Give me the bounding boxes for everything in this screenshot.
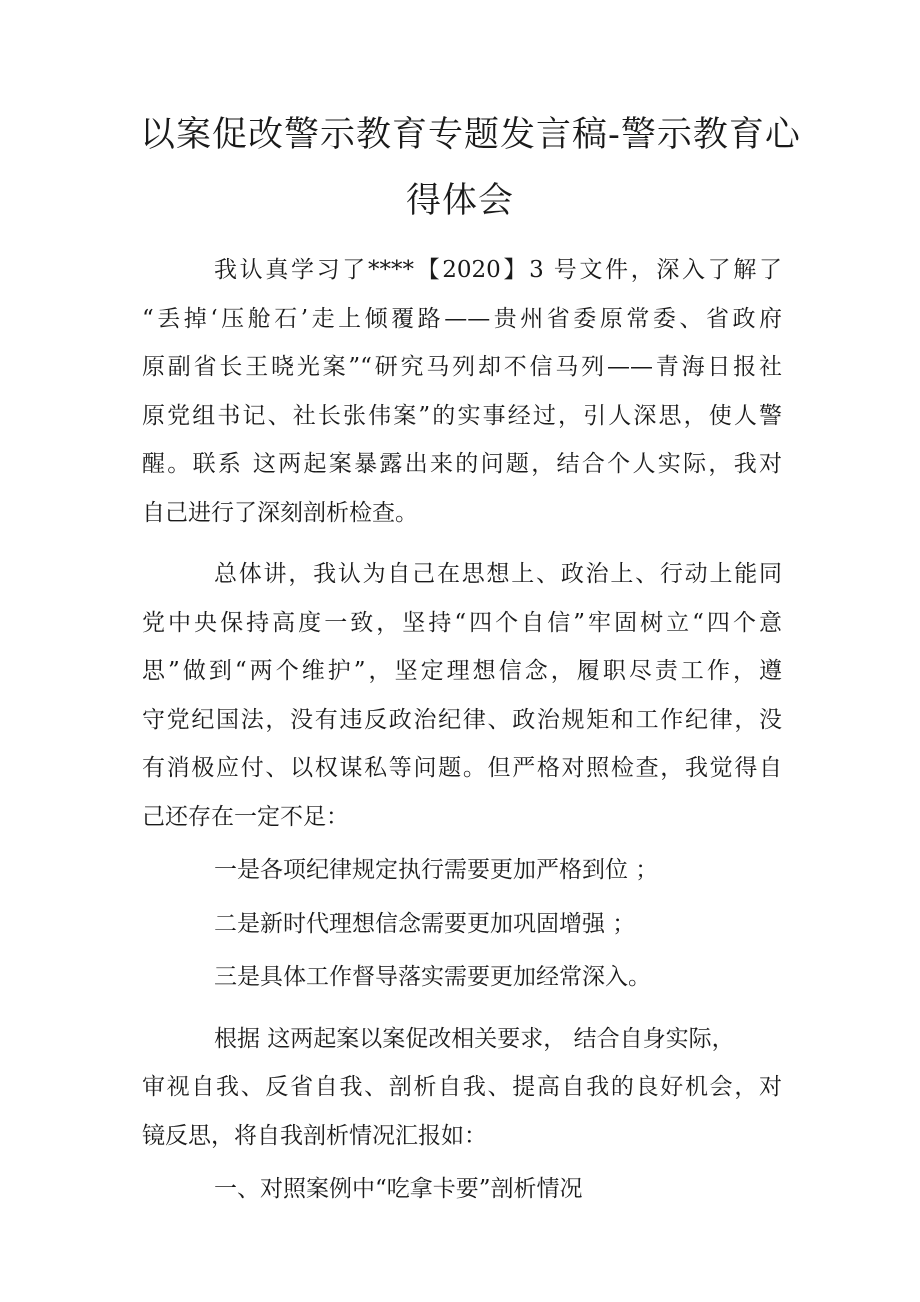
paragraph-line: 思”做到“两个维护”，坚定理想信念，履职尽责工作，遵 [142, 658, 782, 684]
paragraph-line: 有消极应付、以权谋私等问题。但严格对照检查，我觉得自 [142, 755, 782, 781]
shortcoming-item-3: 三是具体工作督导落实需要更加经常深入。 [214, 964, 651, 990]
paragraph-study-documents [142, 246, 782, 537]
paragraph-line: 党中央保持高度一致，坚持“四个自信”牢固树立“四个意 [142, 609, 782, 636]
paragraph-line: “丢掉‘压舱石’走上倾覆路——贵州省委原常委、省政府 [142, 305, 782, 332]
shortcoming-item-2: 二是新时代理想信念需要更加巩固增强 ； [214, 910, 636, 937]
document-title-line-2: 得体会 [405, 181, 514, 221]
document-body [142, 246, 782, 1214]
paragraph-line: 守党纪国法，没有违反政治纪律、政治规矩和工作纪律，没 [142, 706, 782, 733]
paragraph-line: 审视自我、反省自我、剖析自我、提高自我的良好机会，对 [142, 1074, 782, 1100]
paragraph-line: 己还存在一定不足： [142, 803, 349, 830]
paragraph-line: 镜反思，将自我剖析情况汇报如： [142, 1122, 487, 1149]
section-heading: 一、对照案例中“吃拿卡要”剖析情况 [214, 1176, 583, 1202]
paragraph-line: 原党组书记、社长张伟案”的实事经过，引人深思，使人警 [142, 402, 782, 429]
paragraph-line: 醒。联系 这两起案暴露出来的问题，结合个人实际，我对 [142, 451, 782, 477]
shortcoming-item-1: 一是各项纪律规定执行需要更加严格到位 ； [214, 857, 659, 883]
paragraph-line: 根据 这两起案以案促改相关要求， 结合自身实际， [214, 1025, 735, 1052]
paragraph-line: 我认真学习了****【2020】3 号文件，深入了解了 [214, 257, 782, 283]
paragraph-line: 自己进行了深刻剖析检查。 [142, 499, 418, 526]
paragraph-self-reflection [142, 1015, 782, 1161]
paragraph-line: 原副省长王晓光案”“研究马列却不信马列——青海日报社 [142, 354, 782, 380]
paragraph-overall-assessment [142, 550, 782, 841]
paragraph-line: 总体讲，我认为自己在思想上、政治上、行动上能同 [214, 561, 782, 587]
document-title-line-1: 以案促改警示教育专题发言稿-警示教育心 [140, 115, 801, 155]
